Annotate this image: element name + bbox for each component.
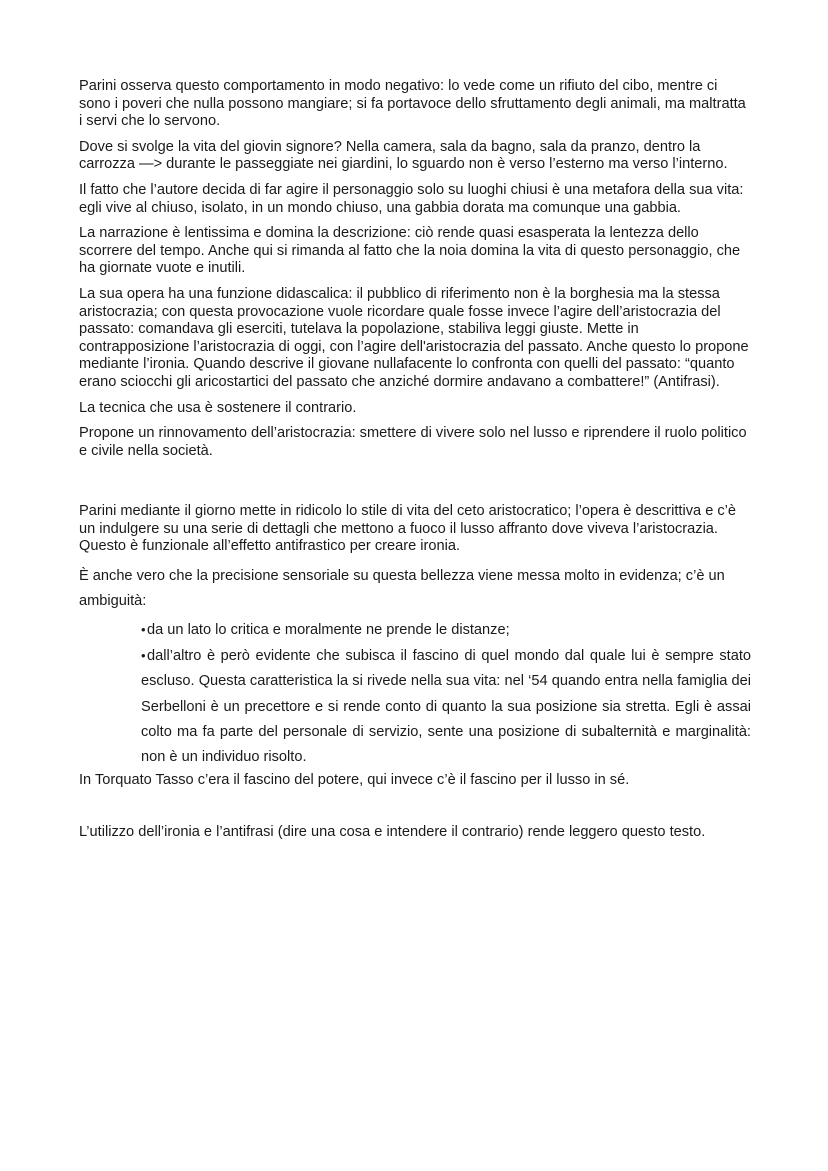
paragraph-ridicolo: Parini mediante il giorno mette in ridicolo lo stile di vita del ceto aristocratico; l’opera è descrittiva e c’è un indulgere su una serie di dettagli che mettono a fuoco il lusso affranto dove viveva l’aristocrazia. Questo è funzionale all’effetto antifrastico per creare ironia. — [79, 503, 737, 555]
bullet-list — [79, 617, 751, 770]
list-item-text: da un lato lo critica e moralmente ne prende le distanze; — [147, 622, 510, 639]
bullet-icon: • — [141, 648, 146, 664]
paragraph-ironia-antifrasi: L’utilizzo dell’ironia e l’antifrasi (dire una cosa e intendere il contrario) rende leggero questo testo. — [79, 823, 706, 840]
paragraph-luoghi-chiusi: Il fatto che l’autore decida di far agire il personaggio solo su luoghi chiusi è una metafora della sua vita: egli vive al chiuso, isolato, in un mondo chiuso, una gabbia dorata ma comunque una gabbia. — [79, 181, 744, 216]
list-item-text: dall’altro è però evidente che subisca il fascino di quel mondo dal quale lui è sempre stato escluso. Questa caratteristica la si rivede nella sua vita: nel ‘54 quando entra nella famiglia dei Serbelloni è un precettore e si rende conto di quanto la sua posizione sia stretta. Egli è assai colto ma fa parte del personale di servizio, sente una posizione di subalternità e marginalità: non è un individuo risolto. — [141, 648, 751, 766]
paragraph-narrazione: La narrazione è lentissima e domina la descrizione: ciò rende quasi esasperata la lentezza dello scorrere del tempo. Anche qui si rimanda al fatto che la noia domina la vita di questo personaggio, che ha giornate vuote e inutili. — [79, 225, 741, 277]
bullet-icon: • — [141, 622, 146, 638]
spacer — [79, 798, 751, 824]
paragraph-torquato-tasso: In Torquato Tasso c’era il fascino del potere, qui invece c’è il fascino per il lusso in sé. — [79, 772, 630, 789]
list-item — [141, 643, 751, 770]
paragraph-funzione-didascalica: La sua opera ha una funzione didascalica: il pubblico di riferimento non è la borghesia ma la stessa aristocrazia; con questa provocazione vuole ricordare quale fosse invece l’agire dell’aristocrazia del passato: comandava gli eserciti, tutelava la popolazione, stabiliva leggi giuste. Mette in contrapposizione l’aristocrazia di oggi, con l’agire dell'aristocrazia del passato. Anche questo lo propone mediante l’ironia. Quando descrive il giovane nullafacente lo confronta con quelli del passato: “quanto erano sciocchi gli aricostartici del passato che anziché dormire andavano a combattere!” (Antifrasi). — [79, 285, 749, 390]
list-item — [141, 617, 751, 643]
document-page — [79, 78, 751, 849]
paragraph-tecnica: La tecnica che usa è sostenere il contrario. — [79, 399, 357, 416]
paragraph-ambiguita: È anche vero che la precisione sensoriale su questa bellezza viene messa molto in evidenza; c’è un ambiguità: — [79, 568, 725, 610]
paragraph-vita-giovin-signore: Dove si svolge la vita del giovin signore? Nella camera, sala da bagno, sala da pranzo, dentro la carrozza —> durante le passeggiate nei giardini, lo sguardo non è verso l’esterno ma verso l’interno. — [79, 138, 728, 173]
spacer — [79, 468, 751, 503]
paragraph-rinnovamento: Propone un rinnovamento dell’aristocrazia: smettere di vivere solo nel lusso e riprendere il ruolo politico e civile nella società. — [79, 425, 747, 459]
paragraph-parini-negativo: Parini osserva questo comportamento in modo negativo: lo vede come un rifiuto del cibo, mentre ci sono i poveri che nulla possono mangiare; si fa portavoce dello sfruttamento degli animali, ma maltratta i servi che lo servono. — [79, 78, 746, 130]
